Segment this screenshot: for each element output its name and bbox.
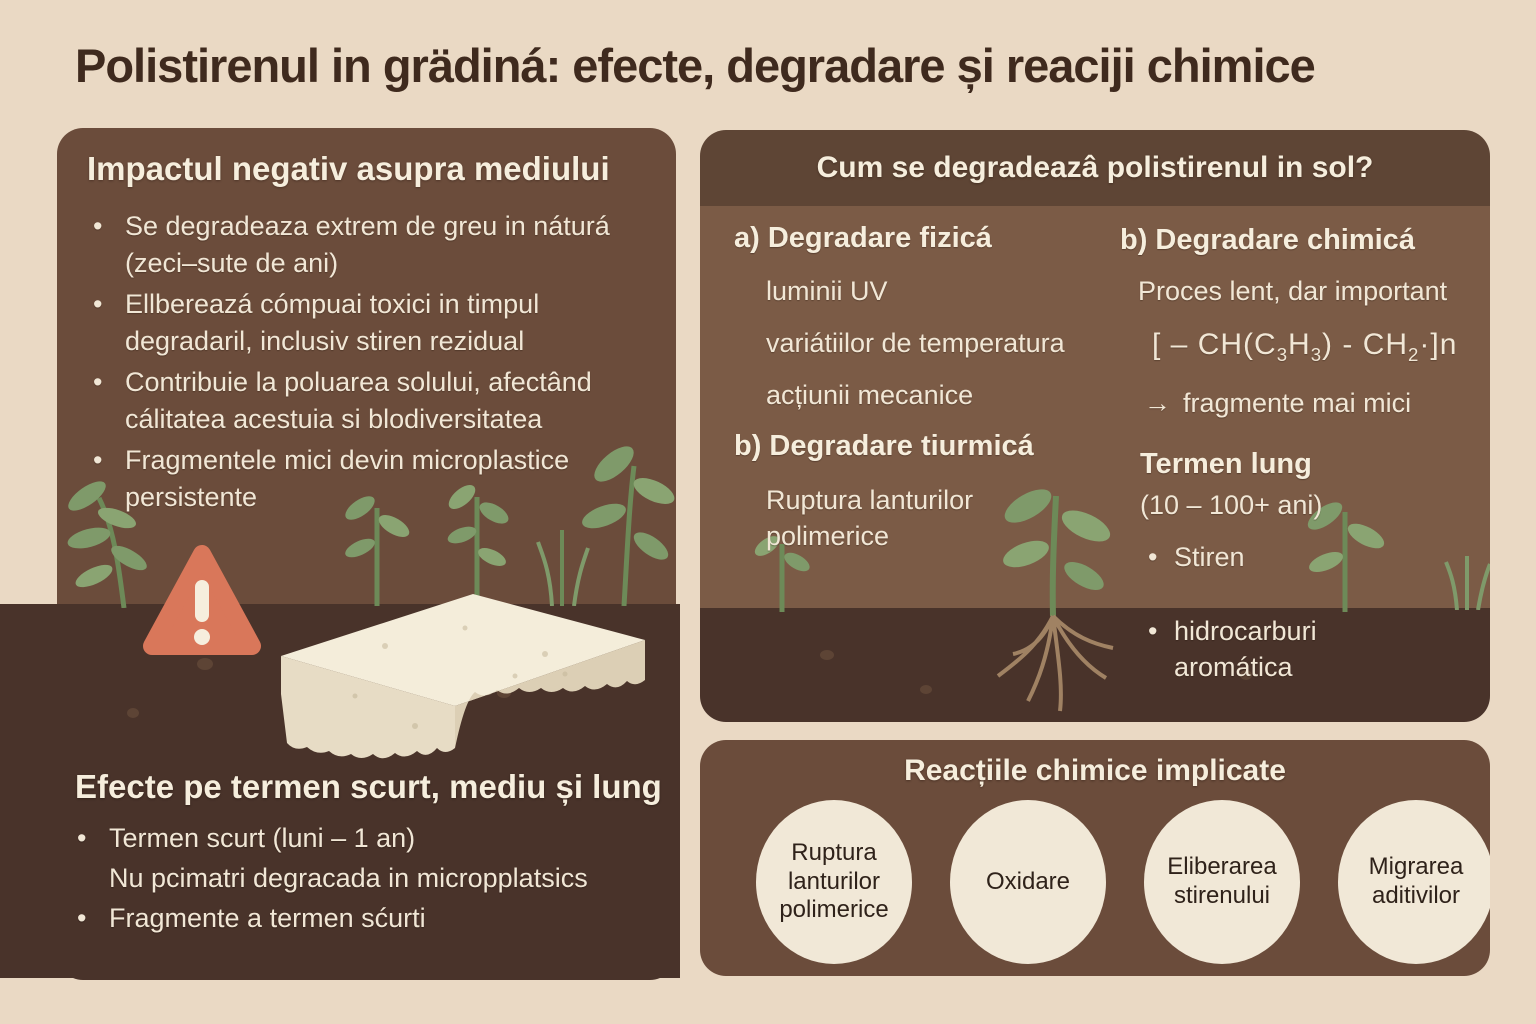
degradation-panel [700,130,1490,722]
chemical-bullet: • Stiren [1148,542,1490,573]
impact-bullet: • Ellbereazá cómpuai toxici in timpul degradaril, inclusiv stiren rezidual [87,286,649,360]
term-label: Termen lung [1140,448,1312,480]
reaction-circle: Eliberarea stirenului [1144,800,1300,964]
reactions-panel [700,740,1490,976]
reaction-circle: Oxidare [950,800,1106,964]
degradation-heading: Cum se degradeazâ polistirenul in sol? [816,151,1374,184]
effects-bullet: • Termen scurt (luni – 1 an) [71,818,661,858]
soil-speckle [920,685,932,694]
effects-list [71,818,661,938]
reaction-circle: Migrarea aditivilor [1338,800,1490,964]
physical-label: a) Degradare fizicá [734,222,992,254]
impact-bullet: • Fragmentele mici devin microplastice persistente [87,442,649,516]
reaction-circle: Ruptura lanturilor polimerice [756,800,912,964]
impact-heading: Impactul negativ asupra mediului [87,150,610,187]
chemical-bullet: • hidrocarburi aromática [1148,613,1424,685]
reactions-heading: Reacțiile chimice implicate [904,754,1286,787]
physical-item: variátiilor de temperatura [766,328,1065,358]
physical-item: acțiunii mecanice [766,380,974,410]
warning-icon [142,540,262,668]
page-title: Polistirenul in grädiná: efecte, degradare și reaciji chimice [75,39,1315,92]
thermal-label: b) Degradare tiurmicá [734,430,1034,462]
arrow-icon: → [1144,388,1171,418]
fragments-note: → fragmente mai mici [1144,388,1412,418]
impact-bullet: • Se degradeaza extrem de greu in náturá (zeci–sute de ani) [87,208,649,282]
physical-item: luminii UV [766,276,888,306]
polystyrene-block [265,576,661,762]
chemical-label: b) Degradare chimicá [1120,224,1415,256]
effects-bullet-sub: Nu pcimatri degracada in micropplatsics [109,863,588,893]
effects-bullet: • Fragmente a termen sćurti [71,898,661,938]
soil-speckle [127,708,139,718]
chemical-subtitle: Proces lent, dar important [1138,276,1448,306]
effects-heading: Efecte pe termen scurt, mediu și lung [75,768,662,805]
degradation-header [700,130,1490,206]
thermal-item: Ruptura lanturilor polimerice [766,485,974,551]
soil-speckle [820,650,834,660]
polymer-formula: [ – $CH(C_3H_3) - CH_2\cdot]n$ [1152,328,1458,365]
impact-bullet: • Contribuie la poluarea solului, afectând cálitatea acestuia si blodiversitatea [87,364,649,438]
term-range: (10 – 100+ ani) [1140,490,1323,520]
impact-panel [57,128,676,980]
